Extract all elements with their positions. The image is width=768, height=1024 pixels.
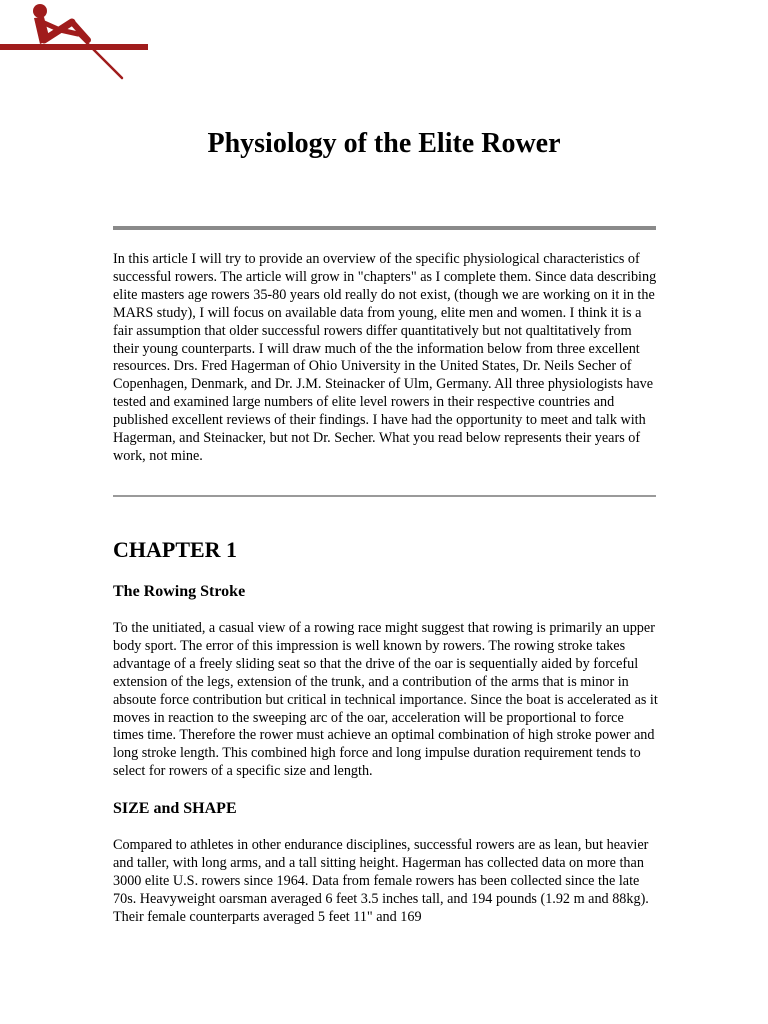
rowing-stroke-paragraph: To the unitiated, a casual view of a rowing race might suggest that rowing is primarily an upper body sport. The error of this impression is well known by rowers. The rowing stroke takes advantage of a freely sliding seat so that the drive of the oar is sequentially aided by forceful extension of the legs, extension of the trunk, and a contribution of the arms that is minor in absoute force contribution but critical in technical importance. Since the boat is accelerated as it moves in reaction to the sweeping arc of the oar, acceleration will be proportional to force times time. Therefore the rower must achieve an optimal combination of high stroke power and long stroke length. This combined high force and long impulse duration requirement tends to select for rowers of a specific size and length.	[113, 620, 658, 780]
intro-divider	[113, 495, 656, 497]
intro-paragraph: In this article I will try to provide an overview of the specific physiological characteristics of successful rowers. The article will grow in "chapters" as I complete them. Since data describing elite masters age rowers 35-80 years old really do not exist, (though we are working on it in the MARS study), I will focus on available data from young, elite men and women. I think it is a fair assumption that older successful rowers differ quantitatively but not qualtitatively from their young counterparts. I will draw much of the the information below from three excellent resources. Drs. Fred Hagerman of Ohio University in the United States, Dr. Neils Secher of Copenhagen, Denmark, and Dr. J.M. Steinacker of Ulm, Germany. All three physiologists have tested and examined large numbers of elite level rowers in their respective countries and published excellent reviews of their findings. I have had the opportunity to meet and talk with Hagerman, and Steinacker, but not Dr. Secher. What you read below represents their years of work, not mine.	[113, 251, 657, 464]
rower-icon	[0, 0, 150, 82]
page-title: Physiology of the Elite Rower	[207, 128, 561, 159]
chapter-heading: CHAPTER 1	[113, 537, 238, 562]
section-heading-size-shape: SIZE and SHAPE	[113, 800, 237, 817]
size-shape-paragraph: Compared to athletes in other endurance disciplines, successful rowers are as lean, but heavier and taller, with long arms, and a tall sitting height. Hagerman has collected data on more than 3000 elite U.S. rowers since 1964. Data from female rowers has been collected since the late 70s. Heavyweight oarsman averaged 6 feet 3.5 inches tall, and 194 pounds (1.92 m and 88kg). Their female counterparts averaged 5 feet 11" and 169	[113, 837, 649, 925]
header-divider	[113, 226, 656, 230]
section-heading-rowing-stroke: The Rowing Stroke	[113, 583, 246, 600]
